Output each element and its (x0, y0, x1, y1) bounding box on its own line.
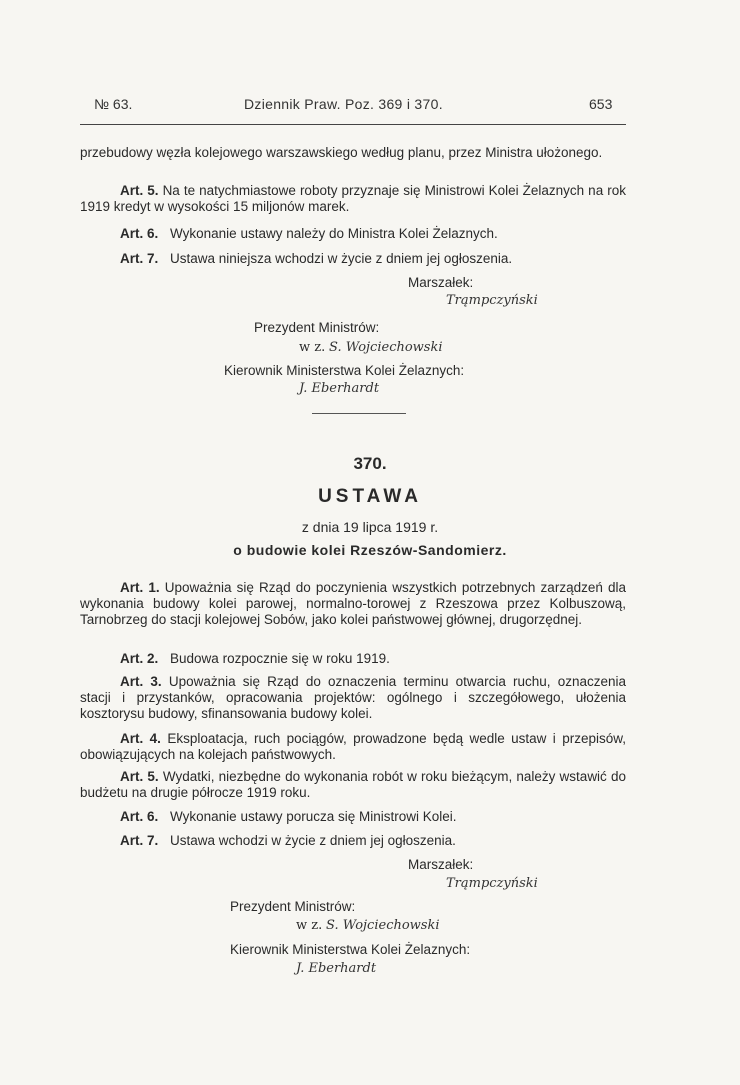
article-text: Ustawa wchodzi w życie z dniem jej ogłoszenia. (170, 833, 456, 848)
prev-article-6 (120, 226, 498, 242)
journal-title: Dziennik Praw. Poz. 369 i 370. (244, 96, 443, 112)
continuation-paragraph (80, 145, 626, 161)
article-label: Art. 5. (120, 183, 159, 198)
act-date: z dnia 19 lipca 1919 r. (301, 519, 439, 535)
pm-title: Prezydent Ministrów: (254, 320, 380, 335)
marshal-signature: Trąmpczyński (446, 293, 538, 308)
article-label: Art. 7. (120, 833, 159, 848)
act-article-2 (120, 651, 390, 667)
act-minister-signature: J. Eberhardt (296, 961, 377, 976)
article-label: Art. 1. (120, 580, 160, 595)
article-label: Art. 3. (120, 674, 162, 689)
article-text: Wykonanie ustawy należy do Ministra Kolei Żelaznych. (170, 226, 498, 241)
pm-prefix: w z. (296, 918, 323, 933)
minister-signature: J. Eberhardt (299, 381, 380, 396)
prev-article-5 (80, 183, 626, 215)
article-label: Art. 7. (120, 251, 159, 266)
header-rule (80, 124, 626, 125)
article-text: Na te natychmiastowe roboty przyznaje się Ministrowi Kolei Żelaznych na rok 1919 kredyt w wysokości 15 miljonów marek. (80, 183, 626, 214)
article-text: Ustawa niniejsza wchodzi w życie z dniem jej ogłoszenia. (170, 251, 513, 266)
act-article-3 (80, 674, 626, 722)
marshal-title: Marszałek: (408, 275, 474, 290)
act-minister-title: Kierownik Ministerstwa Kolei Żelaznych: (230, 942, 471, 957)
section-divider (312, 413, 406, 414)
pm-signature (299, 339, 443, 356)
article-text: Eksploatacja, ruch pociągów, prowadzone będą wedle ustaw i przepisów, obowiązujących na kolejach państwowych. (80, 731, 626, 762)
prev-article-7 (120, 251, 512, 267)
article-label: Art. 4. (120, 731, 161, 746)
article-text: Wydatki, niezbędne do wykonania robót w roku bieżącym, należy wstawić do budżetu na drugie półrocze 1919 roku. (80, 769, 626, 800)
act-title: USTAWA (318, 486, 422, 507)
article-text: Wykonanie ustawy porucza się Ministrowi Kolei. (170, 809, 457, 824)
pm-prefix: w z. (299, 340, 326, 355)
act-article-6 (120, 809, 457, 825)
article-label: Art. 6. (120, 809, 159, 824)
article-label: Art. 5. (120, 769, 159, 784)
act-marshal-signature: Trąmpczyński (446, 876, 538, 891)
page-number: 653 (589, 96, 613, 112)
act-pm-signature (296, 917, 440, 934)
act-subject: o budowie kolei Rzeszów-Sandomierz. (233, 542, 507, 558)
pm-name: S. Wojciechowski (326, 918, 440, 933)
act-article-7 (120, 833, 456, 849)
act-pm-title: Prezydent Ministrów: (230, 899, 356, 914)
pm-name: S. Wojciechowski (329, 340, 443, 355)
article-label: Art. 6. (120, 226, 159, 241)
article-text: Upoważnia się Rząd do oznaczenia terminu otwarcia ruchu, oznaczenia stacji i przystanków, opracowania projektów: ogólnego i szczegółowego, ułożenia kosztorysu budowy, sfinansowania budowy kolei. (80, 674, 626, 721)
act-article-5 (80, 769, 626, 801)
article-label: Art. 2. (120, 651, 159, 666)
act-article-4 (80, 731, 626, 763)
continuation-text: przebudowy węzła kolejowego warszawskiego według planu, przez Ministra ułożonego. (80, 145, 603, 160)
article-text: Upoważnia się Rząd do poczynienia wszystkich potrzebnych zarządzeń dla wykonania budowy kolei parowej, normalno-torowej z Rzeszowa przez Kolbuszową, Tarnobrzeg do stacji kolejowej Sobów, jako kolei państwowej głównej, drugorzędnej. (80, 580, 626, 627)
act-number: 370. (353, 454, 387, 473)
minister-title: Kierownik Ministerstwa Kolei Żelaznych: (224, 363, 465, 378)
act-article-1 (80, 580, 626, 628)
article-text: Budowa rozpocznie się w roku 1919. (170, 651, 390, 666)
act-marshal-title: Marszałek: (408, 857, 474, 872)
issue-number: № 63. (94, 96, 133, 112)
